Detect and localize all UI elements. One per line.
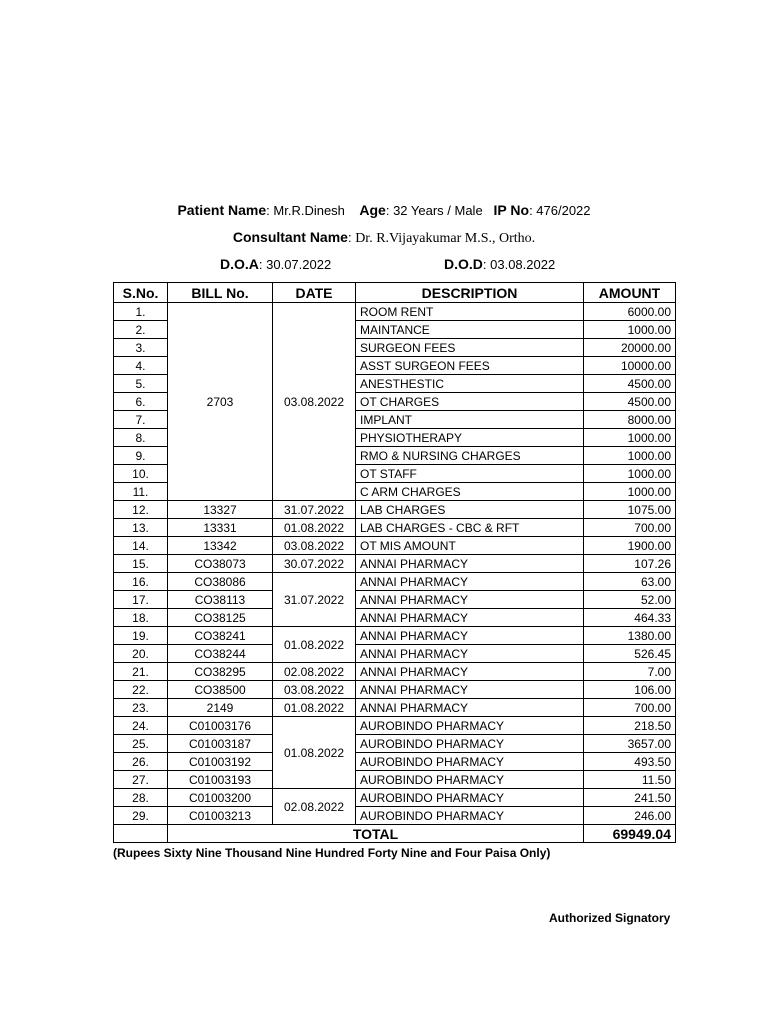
cell-bill-no: CO38125 (168, 609, 273, 627)
cell-description: OT MIS AMOUNT (356, 537, 584, 555)
cell-amount: 464.33 (584, 609, 676, 627)
cell-date: 31.07.2022 (273, 501, 356, 519)
table-row (114, 573, 676, 591)
cell-sno: 5. (114, 375, 168, 393)
cell-date: 01.08.2022 (273, 519, 356, 537)
cell-sno: 29. (114, 807, 168, 825)
cell-bill-no: 13327 (168, 501, 273, 519)
cell-amount: 1000.00 (584, 465, 676, 483)
table-row (114, 717, 676, 735)
table-row (114, 771, 676, 789)
table-row (114, 735, 676, 753)
cell-description: AUROBINDO PHARMACY (356, 753, 584, 771)
cell-description: ANNAI PHARMACY (356, 609, 584, 627)
patient-info-line: Patient Name: Mr.R.Dinesh Age: 32 Years / Male IP No: 476/2022 (177, 202, 591, 218)
cell-bill-no: C01003193 (168, 771, 273, 789)
table-row (114, 645, 676, 663)
admission-date: D.O.A: 30.07.2022 (220, 256, 332, 272)
cell-sno: 3. (114, 339, 168, 357)
cell-amount: 52.00 (584, 591, 676, 609)
table-row (114, 501, 676, 519)
cell-amount: 7.00 (584, 663, 676, 681)
cell-amount: 11.50 (584, 771, 676, 789)
table-row (114, 519, 676, 537)
cell-amount: 1000.00 (584, 429, 676, 447)
cell-description: AUROBINDO PHARMACY (356, 717, 584, 735)
cell-amount: 4500.00 (584, 375, 676, 393)
cell-sno: 19. (114, 627, 168, 645)
cell-sno: 2. (114, 321, 168, 339)
cell-sno: 17. (114, 591, 168, 609)
amount-in-words: (Rupees Sixty Nine Thousand Nine Hundred Forty Nine and Four Paisa Only) (113, 846, 551, 860)
table-row (114, 789, 676, 807)
cell-description: ASST SURGEON FEES (356, 357, 584, 375)
cell-bill-no: CO38113 (168, 591, 273, 609)
cell-amount: 107.26 (584, 555, 676, 573)
cell-description: ANESTHESTIC (356, 375, 584, 393)
cell-sno: 12. (114, 501, 168, 519)
dod-value: 03.08.2022 (490, 257, 556, 272)
discharge-date: D.O.D: 03.08.2022 (444, 256, 556, 272)
cell-sno: 21. (114, 663, 168, 681)
table-row (114, 609, 676, 627)
ip-no-value: 476/2022 (536, 203, 591, 218)
cell-description: ANNAI PHARMACY (356, 627, 584, 645)
col-header-date: DATE (273, 283, 356, 303)
doa-value: 30.07.2022 (266, 257, 332, 272)
cell-amount: 20000.00 (584, 339, 676, 357)
col-header-amount: AMOUNT (584, 283, 676, 303)
cell-sno: 24. (114, 717, 168, 735)
consultant-line: Consultant Name: Dr. R.Vijayakumar M.S., Ortho. (232, 229, 536, 246)
cell-description: SURGEON FEES (356, 339, 584, 357)
cell-bill-no: CO38086 (168, 573, 273, 591)
table-row (114, 753, 676, 771)
cell-date: 01.08.2022 (273, 717, 356, 789)
cell-sno: 22. (114, 681, 168, 699)
cell-description: ANNAI PHARMACY (356, 573, 584, 591)
cell-description: ANNAI PHARMACY (356, 555, 584, 573)
cell-amount: 700.00 (584, 519, 676, 537)
dod-label: D.O.D (444, 256, 483, 272)
cell-sno: 28. (114, 789, 168, 807)
cell-date: 30.07.2022 (273, 555, 356, 573)
cell-description: AUROBINDO PHARMACY (356, 789, 584, 807)
table-header-row (114, 283, 676, 303)
table-row (114, 591, 676, 609)
cell-date: 02.08.2022 (273, 663, 356, 681)
cell-sno: 18. (114, 609, 168, 627)
cell-bill-no: 2703 (168, 303, 273, 501)
cell-amount: 1000.00 (584, 447, 676, 465)
cell-sno: 1. (114, 303, 168, 321)
cell-amount: 1075.00 (584, 501, 676, 519)
patient-name: Mr.R.Dinesh (273, 203, 345, 218)
col-header-description: DESCRIPTION (356, 283, 584, 303)
cell-description: IMPLANT (356, 411, 584, 429)
cell-bill-no: C01003192 (168, 753, 273, 771)
consultant-label: Consultant Name (232, 229, 348, 245)
cell-amount: 8000.00 (584, 411, 676, 429)
cell-date: 03.08.2022 (273, 681, 356, 699)
cell-description: ANNAI PHARMACY (356, 645, 584, 663)
patient-name-label: Patient Name (177, 202, 267, 218)
cell-sno: 26. (114, 753, 168, 771)
cell-sno: 11. (114, 483, 168, 501)
cell-bill-no: CO38244 (168, 645, 273, 663)
cell-date: 01.08.2022 (273, 699, 356, 717)
cell-amount: 10000.00 (584, 357, 676, 375)
cell-description: OT STAFF (356, 465, 584, 483)
table-row (114, 807, 676, 825)
table-row (114, 303, 676, 321)
cell-description: LAB CHARGES (356, 501, 584, 519)
col-header-sno: S.No. (114, 283, 168, 303)
cell-sno: 8. (114, 429, 168, 447)
cell-date: 31.07.2022 (273, 573, 356, 627)
col-header-bill-no: BILL No. (168, 283, 273, 303)
consultant-name: Dr. R.Vijayakumar M.S., Ortho. (355, 231, 536, 246)
cell-description: OT CHARGES (356, 393, 584, 411)
cell-sno: 16. (114, 573, 168, 591)
cell-sno: 9. (114, 447, 168, 465)
cell-bill-no: 13331 (168, 519, 273, 537)
cell-sno: 23. (114, 699, 168, 717)
cell-description: PHYSIOTHERAPY (356, 429, 584, 447)
cell-description: MAINTANCE (356, 321, 584, 339)
cell-bill-no: CO38241 (168, 627, 273, 645)
cell-amount: 493.50 (584, 753, 676, 771)
cell-amount: 63.00 (584, 573, 676, 591)
cell-date: 03.08.2022 (273, 537, 356, 555)
cell-amount: 106.00 (584, 681, 676, 699)
cell-amount: 1000.00 (584, 321, 676, 339)
cell-bill-no: C01003200 (168, 789, 273, 807)
total-empty-cell (114, 825, 168, 843)
table-row (114, 627, 676, 645)
cell-sno: 13. (114, 519, 168, 537)
doa-label: D.O.A (220, 256, 259, 272)
cell-amount: 218.50 (584, 717, 676, 735)
table-row (114, 555, 676, 573)
cell-bill-no: 2149 (168, 699, 273, 717)
cell-description: ANNAI PHARMACY (356, 699, 584, 717)
cell-description: ANNAI PHARMACY (356, 663, 584, 681)
cell-description: ANNAI PHARMACY (356, 591, 584, 609)
cell-amount: 1900.00 (584, 537, 676, 555)
cell-bill-no: C01003187 (168, 735, 273, 753)
cell-description: ANNAI PHARMACY (356, 681, 584, 699)
cell-bill-no: C01003176 (168, 717, 273, 735)
cell-sno: 10. (114, 465, 168, 483)
cell-amount: 241.50 (584, 789, 676, 807)
total-label: TOTAL (168, 825, 584, 843)
cell-date: 03.08.2022 (273, 303, 356, 501)
cell-amount: 6000.00 (584, 303, 676, 321)
authorized-signatory: Authorized Signatory (549, 911, 671, 925)
cell-amount: 1380.00 (584, 627, 676, 645)
table-row (114, 699, 676, 717)
cell-amount: 3657.00 (584, 735, 676, 753)
bill-table (113, 282, 676, 843)
cell-description: AUROBINDO PHARMACY (356, 807, 584, 825)
cell-amount: 1000.00 (584, 483, 676, 501)
cell-description: AUROBINDO PHARMACY (356, 735, 584, 753)
cell-date: 01.08.2022 (273, 627, 356, 663)
cell-bill-no: CO38295 (168, 663, 273, 681)
table-row (114, 681, 676, 699)
total-amount: 69949.04 (584, 825, 676, 843)
cell-bill-no: CO38500 (168, 681, 273, 699)
cell-sno: 4. (114, 357, 168, 375)
cell-sno: 6. (114, 393, 168, 411)
cell-bill-no: CO38073 (168, 555, 273, 573)
cell-amount: 700.00 (584, 699, 676, 717)
age-label: Age (359, 202, 386, 218)
cell-sno: 7. (114, 411, 168, 429)
cell-sno: 27. (114, 771, 168, 789)
cell-amount: 4500.00 (584, 393, 676, 411)
cell-bill-no: C01003213 (168, 807, 273, 825)
total-row (114, 825, 676, 843)
cell-description: RMO & NURSING CHARGES (356, 447, 584, 465)
cell-date: 02.08.2022 (273, 789, 356, 825)
cell-sno: 15. (114, 555, 168, 573)
cell-description: C ARM CHARGES (356, 483, 584, 501)
ip-no-label: IP No (493, 202, 530, 218)
cell-description: AUROBINDO PHARMACY (356, 771, 584, 789)
cell-sno: 14. (114, 537, 168, 555)
cell-description: ROOM RENT (356, 303, 584, 321)
cell-amount: 246.00 (584, 807, 676, 825)
age-value: 32 Years / Male (393, 203, 483, 218)
table-row (114, 663, 676, 681)
bill-table-body (114, 303, 676, 825)
cell-sno: 25. (114, 735, 168, 753)
cell-sno: 20. (114, 645, 168, 663)
cell-amount: 526.45 (584, 645, 676, 663)
cell-bill-no: 13342 (168, 537, 273, 555)
table-row (114, 537, 676, 555)
cell-description: LAB CHARGES - CBC & RFT (356, 519, 584, 537)
